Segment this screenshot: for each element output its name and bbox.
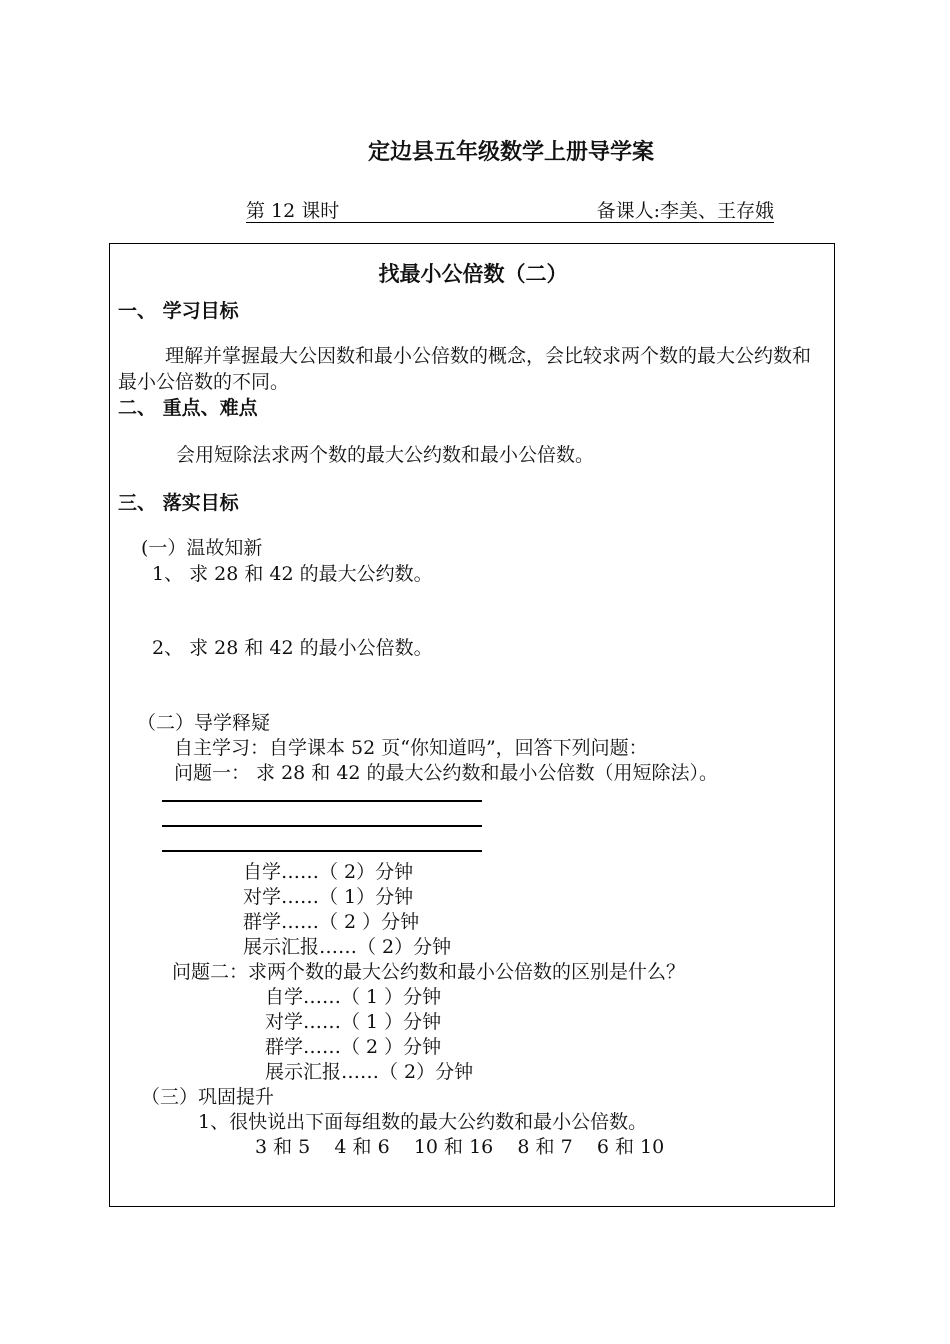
- guided-study-heading: （二）导学释疑: [137, 712, 271, 734]
- q1-time-self-study: 自学……（ 2）分钟: [243, 861, 414, 883]
- answer-line: [162, 800, 482, 802]
- q1-time-pair-study: 对学……（ 1）分钟: [243, 886, 414, 908]
- lesson-number: 第 12 课时: [246, 200, 340, 222]
- answer-line: [162, 850, 482, 852]
- section-goals-heading: 一、 学习目标: [118, 300, 239, 322]
- answer-line: [162, 825, 482, 827]
- review-item-1: 1、 求 28 和 42 的最大公约数。: [152, 563, 433, 585]
- review-heading: (一）温故知新: [141, 537, 263, 559]
- consolidation-heading: （三）巩固提升: [141, 1086, 275, 1108]
- q2-time-pair-study: 对学……（ 1 ）分钟: [265, 1011, 442, 1033]
- question-2: 问题二：求两个数的最大公约数和最小公倍数的区别是什么？: [172, 961, 686, 983]
- review-item-2: 2、 求 28 和 42 的最小公倍数。: [152, 637, 433, 659]
- q1-time-group-study: 群学……（ 2 ）分钟: [243, 911, 420, 933]
- lesson-title: 找最小公倍数（二）: [378, 261, 568, 286]
- question-1: 问题一： 求 28 和 42 的最大公约数和最小公倍数（用短除法）。: [174, 762, 719, 784]
- section-key-points-heading: 二、 重点、难点: [118, 397, 258, 419]
- header-meta-line: [246, 196, 774, 223]
- number-pairs: 3 和 5 4 和 6 10 和 16 8 和 7 6 和 10: [255, 1136, 665, 1158]
- section-practice-heading: 三、 落实目标: [118, 492, 239, 514]
- guided-study-intro: 自主学习：自学课本 52 页“你知道吗”，回答下列问题：: [174, 737, 648, 759]
- document-title: 定边县五年级数学上册导学案: [367, 139, 654, 165]
- section-key-points-text: 会用短除法求两个数的最大公约数和最小公倍数。: [176, 444, 595, 466]
- q1-time-presentation: 展示汇报……（ 2）分钟: [243, 936, 452, 958]
- section-goals-text: 理解并掌握最大公因数和最小公倍数的概念，会比较求两个数的最大公约数和最小公倍数的不同。: [118, 345, 812, 393]
- lesson-preparers: 备课人:李美、王存娥: [596, 200, 774, 222]
- q2-time-group-study: 群学……（ 2 ）分钟: [265, 1036, 442, 1058]
- q2-time-self-study: 自学……（ 1 ）分钟: [265, 986, 442, 1008]
- consolidation-item-1: 1、很快说出下面每组数的最大公约数和最小公倍数。: [198, 1111, 648, 1133]
- q2-time-presentation: 展示汇报……（ 2）分钟: [265, 1061, 474, 1083]
